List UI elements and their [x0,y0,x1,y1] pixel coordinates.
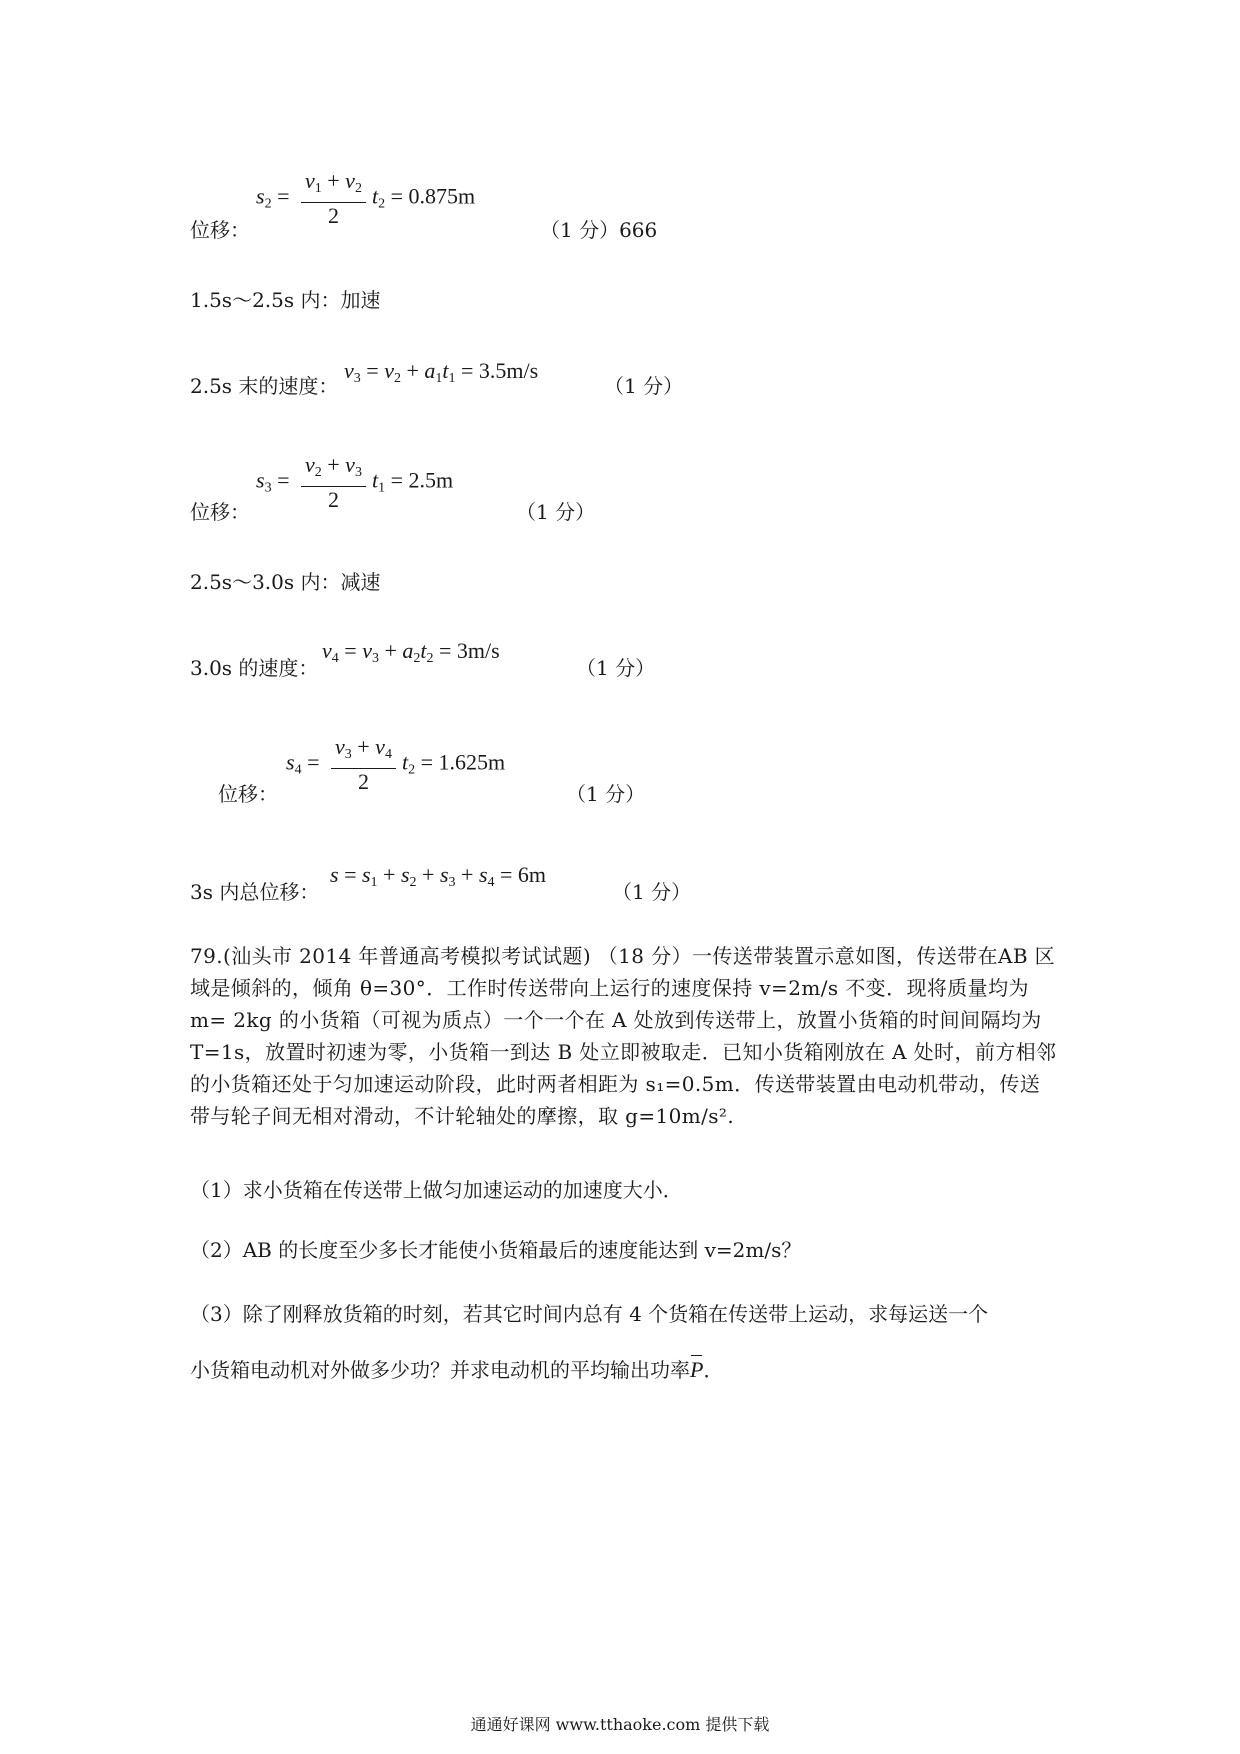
section-heading: 2.5s～3.0s 内：减速 [190,570,381,594]
score-label: （1 分） [566,782,646,806]
average-power-symbol: P [690,1357,704,1382]
score-label: （1 分） [612,880,692,904]
formula-total: $s = s_1 + s_2 + s_3 + s_4 = 6m$ [330,862,547,890]
section-heading: 1.5s～2.5s 内：加速 [190,288,381,312]
score-label: （1 分）666 [540,218,658,242]
line-label: 3.0s 的速度： [190,656,319,680]
formula-s2: $s_2$ = $\frac{v_1 + v_2}{2}$ $t_2 = 0.875m$ [256,168,476,228]
line-label: 位移： [190,500,250,524]
line-label: 位移： [190,218,250,242]
page-footer: 通通好课网 www.tthaoke.com 提供下载 [470,1715,770,1734]
score-label: （1 分） [576,656,656,680]
question-1: （1）求小货箱在传送带上做匀加速运动的加速度大小． [190,1178,683,1202]
question-3-continued: 小货箱电动机对外做多少功？并求电动机的平均输出功率P． [190,1357,724,1382]
score-label: （1 分） [516,500,596,524]
line-label: 位移： [218,782,278,806]
formula-s3: $s_3$ = $\frac{v_2 + v_3}{2}$ $t_1 = 2.5m$ [256,452,454,512]
formula-s4: $s_4$ = $\frac{v_3 + v_4}{2}$ $t_2 = 1.625m$ [286,734,506,794]
formula-v4: $v_4 = v_3 + a_2t_2 = 3m/s$ [322,638,500,666]
line-label: 3s 内总位移： [190,880,320,904]
problem-statement: 79.(汕头市 2014 年普通高考模拟考试试题) （18 分）一传送带装置示意如图，传送带在AB 区域是倾斜的，倾角 θ=30°．工作时传送带向上运行的速度保持 v=2m/s 不变．现将质量均为 m= 2kg 的小货箱（可视为质点）一个一个在 A 处放到传送带上，放置小货箱的时间间隔均为 T=1s，放置时初速为零，小货箱一到达 B 处立即被取走．已知小货箱刚放在 A 处时，前方相邻的小货箱还处于匀加速运动阶段，此时两者相距为 s₁=0.5m．传送带装置由电动机带动，传送带与轮子间无相对滑动，不计轮轴处的摩擦，取 g=10m/s². [190,944,1057,1128]
question-3: （3）除了刚释放货箱的时刻，若其它时间内总有 4 个货箱在传送带上运动，求每运送一个 [190,1302,989,1326]
score-label: （1 分） [604,374,684,398]
formula-v3: $v_3 = v_2 + a_1t_1 = 3.5m/s$ [344,358,539,386]
question-2: （2）AB 的长度至少多长才能使小货箱最后的速度能达到 v=2m/s？ [190,1238,802,1262]
line-label: 2.5s 末的速度： [190,374,339,398]
